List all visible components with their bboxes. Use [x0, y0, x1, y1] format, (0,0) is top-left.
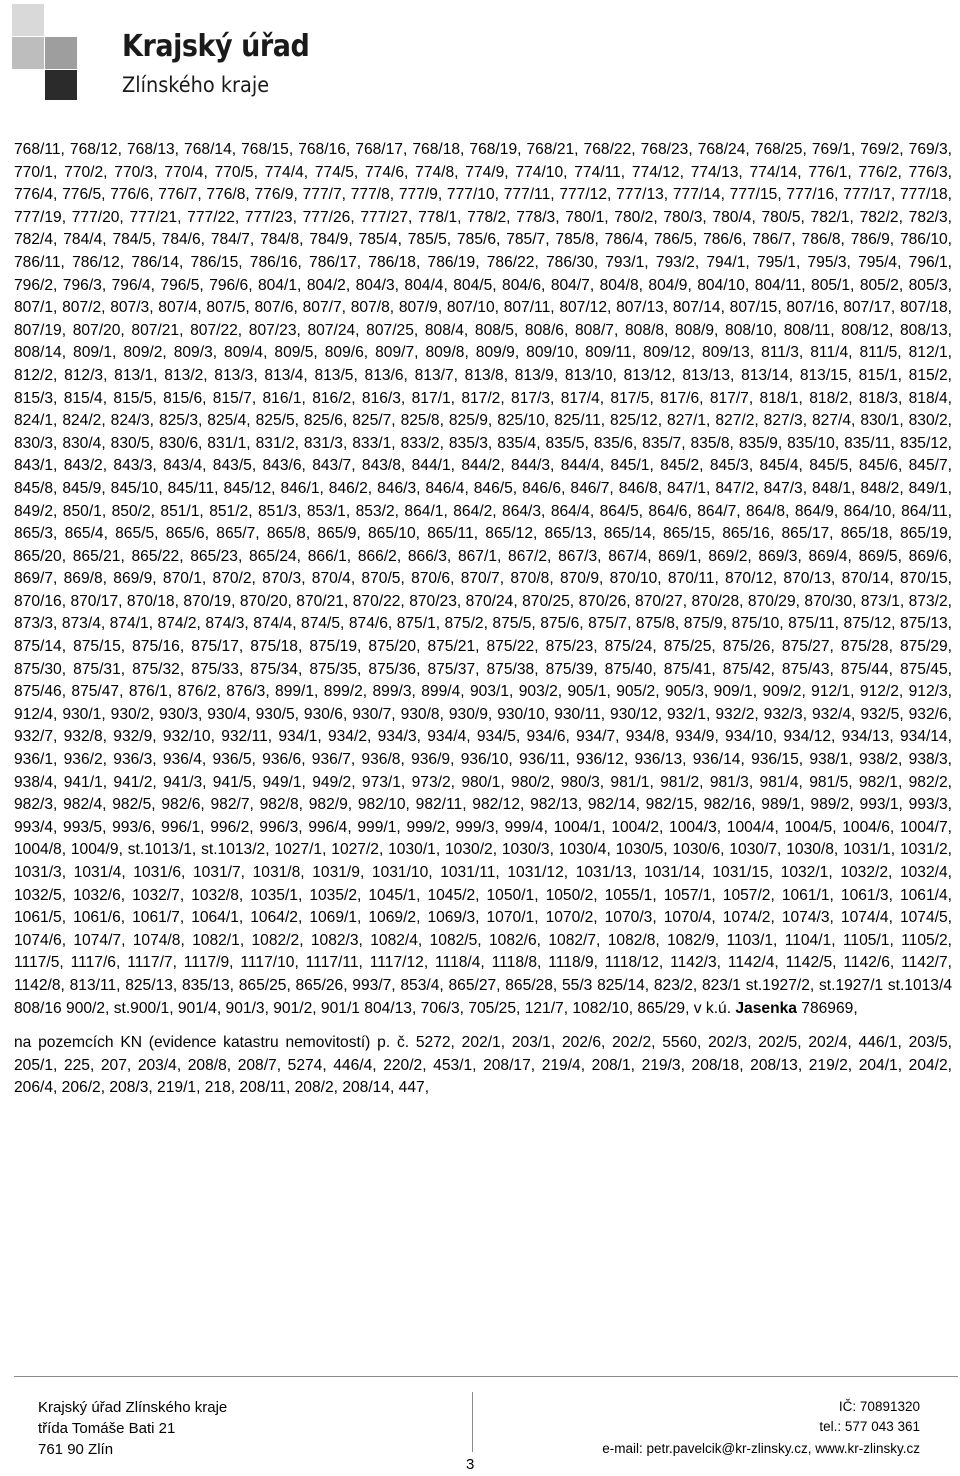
- logo-subtitle: Zlínského kraje: [122, 73, 270, 97]
- footer-city: 761 90 Zlín: [38, 1441, 114, 1458]
- header-logo: [12, 4, 312, 104]
- footer-email-web: e-mail: petr.pavelcik@kr-zlinsky.cz, www.kr-zlinsky.cz: [602, 1441, 920, 1456]
- logo-square-mid: [12, 37, 44, 69]
- footer-contact: [602, 1397, 920, 1459]
- paragraph-gap: [14, 1020, 952, 1032]
- logo-square-midright: [45, 37, 77, 69]
- kn-parcels-paragraph: na pozemcích KN (evidence katastru nemovitostí) p. č. 5272, 202/1, 203/1, 202/6, 202/2, 5560, 202/3, 202/5, 202/4, 446/1, 203/5, 205/1, 225, 207, 203/4, 208/8, 208/7, 5274, 446/4, 220/2, 453/1, 208/17, 219/4, 208/1, 219/3, 208/18, 208/13, 219/2, 204/1, 204/2, 206/4, 206/2, 208/3, 219/1, 218, 208/11, 208/2, 208/14, 447,: [14, 1034, 952, 1097]
- logo-title: Krajský úřad: [122, 29, 310, 64]
- document-body: [14, 139, 952, 1100]
- footer-phone: tel.: 577 043 361: [819, 1419, 920, 1434]
- page-number: 3: [466, 1456, 475, 1473]
- cadastral-area-name: Jasenka: [735, 999, 797, 1017]
- footer-street: třída Tomáše Bati 21: [38, 1420, 176, 1437]
- parcel-list-paragraph: [14, 139, 952, 1020]
- cadastral-area-code: 786969,: [801, 999, 858, 1017]
- footer-org-name: Krajský úřad Zlínského kraje: [38, 1399, 228, 1416]
- footer-rule: [14, 1376, 958, 1377]
- logo-squares-icon: [12, 4, 108, 100]
- footer-address: [38, 1397, 227, 1460]
- logo-square-light: [12, 4, 44, 36]
- footer-ic: IČ: 70891320: [838, 1399, 920, 1414]
- footer-divider: [472, 1392, 473, 1452]
- logo-square-dark: [45, 70, 77, 100]
- parcel-list-text: 768/11, 768/12, 768/13, 768/14, 768/15, 768/16, 768/17, 768/18, 768/19, 768/21, 768/22, 768/23, 768/24, 768/25, 769/1, 769/2, 769/3, 770/1, 770/2, 770/3, 770/4, 770/5, 774/4, 774/5, 774/6, 774/8, 774/9, 774/10, 774/11, 774/12, 774/13, 774/14, 776/1, 776/2, 776/3, 776/4, 776/5, 776/6, 776/7, 776/8, 776/9, 777/7, 777/8, 777/9, 777/10, 777/11, 777/12, 777/13, 777/14, 777/15, 777/16, 777/17, 777/18, 777/19, 777/20, 777/21, 777/22, 777/23, 777/26, 777/27, 778/1, 778/2, 778/3, 780/1, 780/2, 780/3, 780/4, 780/5, 782/1, 782/2, 782/3, 782/4, 784/4, 784/5, 784/6, 784/7, 784/8, 784/9, 785/4, 785/5, 785/6, 785/7, 785/8, 786/4, 786/5, 786/6, 786/7, 786/8, 786/9, 786/10, 786/11, 786/12, 786/14, 786/15, 786/16, 786/17, 786/18, 786/19, 786/22, 786/30, 793/1, 793/2, 794/1, 795/1, 795/3, 795/4, 796/1, 796/2, 796/3, 796/4, 796/5, 796/6, 804/1, 804/2, 804/3, 804/4, 804/5, 804/6, 804/7, 804/8, 804/9, 804/10, 804/11, 805/1, 805/2, 805/3, 807/1, 807/2, 807/3, 807/4, 807/5, 807/6, 807/7, 807/8, 807/9, 807/10, 807/11, 807/12, 807/13, 807/14, 807/15, 807/16, 807/17, 807/18, 807/19, 807/20, 807/21, 807/22, 807/23, 807/24, 807/25, 808/4, 808/5, 808/6, 808/7, 808/8, 808/9, 808/10, 808/11, 808/12, 808/13, 808/14, 809/1, 809/2, 809/3, 809/4, 809/5, 809/6, 809/7, 809/8, 809/9, 809/10, 809/11, 809/12, 809/13, 811/3, 811/4, 811/5, 812/1, 812/2, 812/3, 813/1, 813/2, 813/3, 813/4, 813/5, 813/6, 813/7, 813/8, 813/9, 813/10, 813/12, 813/13, 813/14, 813/15, 815/1, 815/2, 815/3, 815/4, 815/5, 815/6, 815/7, 816/1, 816/2, 816/3, 817/1, 817/2, 817/3, 817/4, 817/5, 817/6, 817/7, 818/1, 818/2, 818/3, 818/4, 824/1, 824/2, 824/3, 825/3, 825/4, 825/5, 825/6, 825/7, 825/8, 825/9, 825/10, 825/11, 825/12, 827/1, 827/2, 827/3, 827/4, 830/1, 830/2, 830/3, 830/4, 830/5, 830/6, 831/1, 831/2, 831/3, 833/1, 833/2, 835/3, 835/4, 835/5, 835/6, 835/7, 835/8, 835/9, 835/10, 835/11, 835/12, 843/1, 843/2, 843/3, 843/4, 843/5, 843/6, 843/7, 843/8, 844/1, 844/2, 844/3, 844/4, 845/1, 845/2, 845/3, 845/4, 845/5, 845/6, 845/7, 845/8, 845/9, 845/10, 845/11, 845/12, 846/1, 846/2, 846/3, 846/4, 846/5, 846/6, 846/7, 846/8, 847/1, 847/2, 847/3, 848/1, 848/2, 849/1, 849/2, 850/1, 850/2, 851/1, 851/2, 851/3, 853/1, 853/2, 864/1, 864/2, 864/3, 864/4, 864/5, 864/6, 864/7, 864/8, 864/9, 864/10, 864/11, 865/3, 865/4, 865/5, 865/6, 865/7, 865/8, 865/9, 865/10, 865/11, 865/12, 865/13, 865/14, 865/15, 865/16, 865/17, 865/18, 865/19, 865/20, 865/21, 865/22, 865/23, 865/24, 866/1, 866/2, 866/3, 867/1, 867/2, 867/3, 867/4, 869/1, 869/2, 869/3, 869/4, 869/5, 869/6, 869/7, 869/8, 869/9, 870/1, 870/2, 870/3, 870/4, 870/5, 870/6, 870/7, 870/8, 870/9, 870/10, 870/11, 870/12, 870/13, 870/14, 870/15, 870/16, 870/17, 870/18, 870/19, 870/20, 870/21, 870/22, 870/23, 870/24, 870/25, 870/26, 870/27, 870/28, 870/29, 870/30, 873/1, 873/2, 873/3, 873/4, 874/1, 874/2, 874/3, 874/4, 874/5, 874/6, 875/1, 875/2, 875/5, 875/6, 875/7, 875/8, 875/9, 875/10, 875/11, 875/12, 875/13, 875/14, 875/15, 875/16, 875/17, 875/18, 875/19, 875/20, 875/21, 875/22, 875/23, 875/24, 875/25, 875/26, 875/27, 875/28, 875/29, 875/30, 875/31, 875/32, 875/33, 875/34, 875/35, 875/36, 875/37, 875/38, 875/39, 875/40, 875/41, 875/42, 875/43, 875/44, 875/45, 875/46, 875/47, 876/1, 876/2, 876/3, 899/1, 899/2, 899/3, 899/4, 903/1, 903/2, 905/1, 905/2, 905/3, 909/1, 909/2, 912/1, 912/2, 912/3, 912/4, 930/1, 930/2, 930/3, 930/4, 930/5, 930/6, 930/7, 930/8, 930/9, 930/10, 930/11, 930/12, 932/1, 932/2, 932/3, 932/4, 932/5, 932/6, 932/7, 932/8, 932/9, 932/10, 932/11, 934/1, 934/2, 934/3, 934/4, 934/5, 934/6, 934/7, 934/8, 934/9, 934/10, 934/12, 934/13, 934/14, 936/1, 936/2, 936/3, 936/4, 936/5, 936/6, 936/7, 936/8, 936/9, 936/10, 936/11, 936/12, 936/13, 936/14, 936/15, 938/1, 938/2, 938/3, 938/4, 941/1, 941/2, 941/3, 941/5, 949/1, 949/2, 973/1, 973/2, 980/1, 980/2, 980/3, 981/1, 981/2, 981/3, 981/4, 981/5, 982/1, 982/2, 982/3, 982/4, 982/5, 982/6, 982/7, 982/8, 982/9, 982/10, 982/11, 982/12, 982/13, 982/14, 982/15, 982/16, 989/1, 989/2, 993/1, 993/3, 993/4, 993/5, 993/6, 996/1, 996/2, 996/3, 996/4, 999/1, 999/2, 999/3, 999/4, 1004/1, 1004/2, 1004/3, 1004/4, 1004/5, 1004/6, 1004/7, 1004/8, 1004/9, st.1013/1, st.1013/2, 1027/1, 1027/2, 1030/1, 1030/2, 1030/3, 1030/4, 1030/5, 1030/6, 1030/7, 1030/8, 1031/1, 1031/2, 1031/3, 1031/4, 1031/6, 1031/7, 1031/8, 1031/9, 1031/10, 1031/11, 1031/12, 1031/13, 1031/14, 1031/15, 1032/1, 1032/2, 1032/4, 1032/5, 1032/6, 1032/7, 1032/8, 1035/1, 1035/2, 1045/1, 1045/2, 1050/1, 1050/2, 1055/1, 1057/1, 1057/2, 1061/1, 1061/3, 1061/4, 1061/5, 1061/6, 1061/7, 1064/1, 1064/2, 1069/1, 1069/2, 1069/3, 1070/1, 1070/2, 1070/3, 1070/4, 1074/2, 1074/3, 1074/4, 1074/5, 1074/6, 1074/7, 1074/8, 1082/1, 1082/2, 1082/3, 1082/4, 1082/5, 1082/6, 1082/7, 1082/8, 1082/9, 1103/1, 1104/1, 1105/1, 1105/2, 1117/5, 1117/6, 1117/7, 1117/9, 1117/10, 1117/11, 1117/12, 1118/4, 1118/8, 1118/9, 1118/12, 1142/3, 1142/4, 1142/5, 1142/6, 1142/7, 1142/8, 813/11, 825/13, 835/13, 865/25, 865/26, 993/7, 853/4, 865/27, 865/28, 55/3 825/14, 823/2, 823/1 st.1927/2, st.1927/1 st.1013/4 808/16 900/2, st.900/1, 901/4, 901/3, 901/2, 901/1 804/13, 706/3, 705/25, 121/7, 1082/10, 865/29, v k.ú.: [14, 141, 952, 1017]
